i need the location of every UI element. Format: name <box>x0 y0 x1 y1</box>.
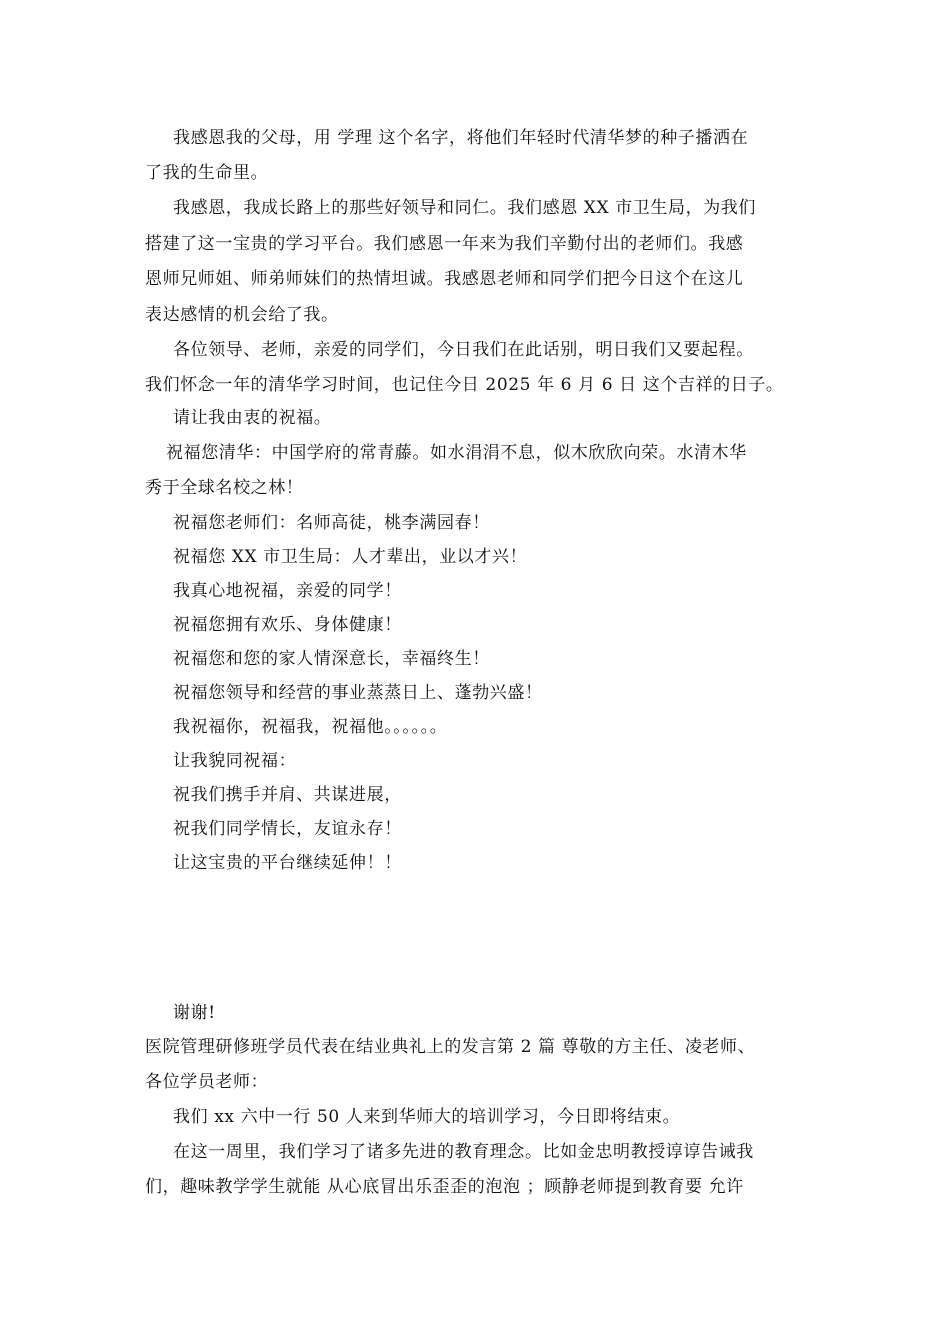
paragraph-line: 我们怀念一年的清华学习时间，也记住今日 2025 年 6 月 6 日 这个吉祥的日子。 <box>145 375 784 395</box>
paragraph-line: 祝福您和您的家人情深意长，幸福终生！ <box>173 649 490 669</box>
paragraph-line: 让这宝贵的平台继续延伸！！ <box>173 853 402 873</box>
paragraph-line: 我真心地祝福，亲爱的同学！ <box>173 581 402 601</box>
paragraph-line: 各位领导、老师，亲爱的同学们，今日我们在此话别，明日我们又要起程。 <box>173 340 754 360</box>
paragraph-line: 让我貌同祝福： <box>173 751 297 771</box>
paragraph-line: 祝福您老师们：名师高徒，桃李满园春！ <box>173 513 490 533</box>
paragraph-line: 祝我们同学情长，友谊永存！ <box>173 819 402 839</box>
paragraph-line: 搭建了这一宝贵的学习平台。我们感恩一年来为我们辛勤付出的老师们。我感 <box>145 234 744 254</box>
paragraph-line: 祝福您拥有欢乐、身体健康！ <box>173 615 402 635</box>
paragraph-line: 请让我由衷的祝福。 <box>173 408 332 428</box>
paragraph-line: 谢谢! <box>173 1003 216 1023</box>
paragraph-line: 恩师兄师姐、师弟师妹们的热情坦诚。我感恩老师和同学们把今日这个在这儿 <box>145 269 744 289</box>
paragraph-line: 我祝福你，祝福我，祝福他。。。。。。 <box>173 717 448 737</box>
paragraph-line: 祝福您 XX 市卫生局：人才辈出，业以才兴！ <box>173 547 528 567</box>
paragraph-line: 祝福您领导和经营的事业蒸蒸日上、蓬勃兴盛！ <box>173 683 543 703</box>
paragraph-line: 们，趣味教学学生就能 从心底冒出乐歪歪的泡泡 ；顾静老师提到教育要 允许 <box>145 1177 744 1197</box>
paragraph-line: 在这一周里，我们学习了诸多先进的教育理念。比如金忠明教授谆谆告诫我 <box>173 1142 754 1162</box>
paragraph-line: 表达感情的机会给了我。 <box>145 305 339 325</box>
paragraph-line: 我们 xx 六中一行 50 人来到华师大的培训学习，今日即将结束。 <box>173 1107 681 1127</box>
paragraph-line: 秀于全球名校之林！ <box>145 478 304 498</box>
paragraph-line: 了我的生命里。 <box>145 163 269 183</box>
paragraph-line: 各位学员老师： <box>145 1072 269 1092</box>
paragraph-line: 我感恩，我成长路上的那些好领导和同仁。我们感恩 XX 市卫生局，为我们 <box>173 198 757 218</box>
paragraph-line: 我感恩我的父母，用 学理 这个名字，将他们年轻时代清华梦的种子播洒在 <box>173 128 749 148</box>
paragraph-line: 祝我们携手并肩、共谋进展， <box>173 785 402 805</box>
paragraph-line: 祝福您清华：中国学府的常青藤。如水涓涓不息，似木欣欣向荣。水清木华 <box>166 443 747 463</box>
section-heading-line: 医院管理研修班学员代表在结业典礼上的发言第 2 篇 尊敬的方主任、凌老师、 <box>145 1037 756 1057</box>
